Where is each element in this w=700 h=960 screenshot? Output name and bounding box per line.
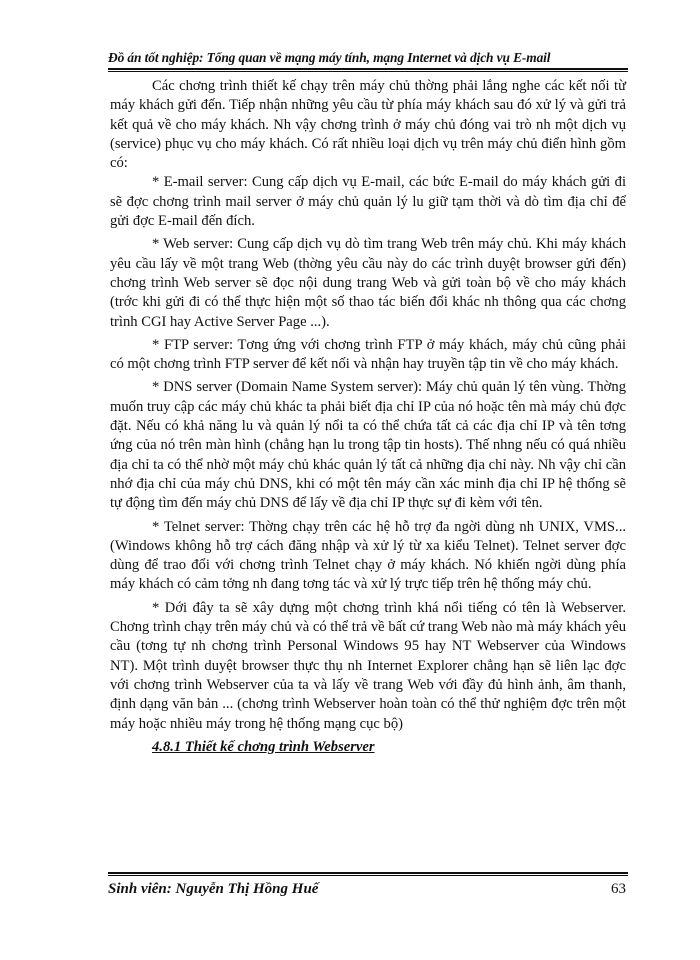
footer-author: Sinh viên: Nguyễn Thị Hồng Huế: [108, 881, 319, 897]
footer-rule: [108, 872, 628, 874]
page-header: Đồ án tốt nghiệp: Tổng quan về mạng máy tính, mạng Internet và dịch vụ E-mail: [108, 50, 551, 65]
page-number: 63: [611, 881, 626, 897]
paragraph-email-server: * E-mail server: Cung cấp dịch vụ E-mail, các bức E-mail do máy khách gửi đi sẽ đợc chơng trình mail server ở máy chủ quản lý lu giữ tạm thời và dò tìm địa chỉ để gửi đợc E-mail đến đích.: [110, 174, 626, 230]
paragraph-webserver-intro: * Dới đây ta sẽ xây dựng một chơng trình khá nổi tiếng có tên là Webserver. Chơng trình chạy trên máy chủ và có thể trả về bất cứ trang Web nào mà máy khách yêu cầu (tơng tự nh chơng trình Personal Windows 95 hay NT Webserver của Windows NT). Một trình duyệt browser thực thụ nh Internet Explorer chẳng hạn sẽ liên lạc đợc với chơng trình Webserver của ta và lấy về trang Web với đầy đủ hình ảnh, âm thanh, định dạng văn bản ... (chơng trình Webserver hoàn toàn có thể thử nghiệm đợc trên một máy hoặc nhiều máy trong hệ thống mạng cục bộ): [110, 599, 626, 732]
footer-rule-thin: [108, 875, 628, 876]
paragraph-telnet-server: * Telnet server: Thờng chạy trên các hệ hỗ trợ đa ngời dùng nh UNIX, VMS... (Windows không hỗ trợ cách đăng nhập và xử lý từ xa kiểu Telnet). Telnet server đợc dùng để trao đổi với chơng trình Telnet chạy ở máy khách. Nó khiến ngời dùng phía máy khách có cảm tởng nh đang tơng tác và xử lý trực tiếp trên hệ thống máy chủ.: [110, 518, 626, 593]
body-text: [110, 77, 626, 757]
section-title: 4.8.1 Thiết kế chơng trình Webserver: [152, 738, 375, 755]
paragraph-dns-server: * DNS server (Domain Name System server): Máy chủ quản lý tên vùng. Thờng muốn truy cập các máy chủ khác ta phải biết địa chỉ IP của nó hoặc tên mà máy chủ đợc đặt. Nếu có khả năng lu và quản lý nổi ta có thể chứa tất cả các địa chỉ IP và tên tơng ứng của nó trên màn hình (chẳng hạn lu trong tập tin hosts). Thế nhng nếu có quá nhiều địa chỉ ta có thể nhờ một máy chủ khác quản lý tất cả những địa chỉ này. Nh vậy chỉ cần nhớ địa chỉ của máy chủ DNS, khi có một tên máy cần xác minh địa chỉ IP hệ thống sẽ tự động tìm đến máy chủ DNS để lấy về địa chỉ IP thực sự đi kèm với tên.: [110, 379, 626, 512]
paragraph-web-server: * Web server: Cung cấp dịch vụ dò tìm trang Web trên máy chủ. Khi máy khách yêu cầu lấy về một trang Web (thờng yêu cầu này do các trình duyệt browser gửi đến) chơng trình Web server sẽ đọc nội dung trang Web và gửi toàn bộ về cho máy khách (trớc khi gửi đi có thể thực hiện một số thao tác biến đổi khác nh thông qua các chơng trình CGI hay Active Server Page ...).: [110, 236, 626, 330]
paragraph-intro: Các chơng trình thiết kế chạy trên máy chủ thờng phải lắng nghe các kết nối từ máy khách gửi đến. Tiếp nhận những yêu cầu từ phía máy khách sau đó xử lý và gửi trả kết quả về cho máy khách. Nh vậy chơng trình ở máy chủ đóng vai trò nh một dịch vụ (service) phục vụ cho máy khách. Có rất nhiều loại dịch vụ trên máy chủ điển hình gồm có:: [110, 78, 626, 172]
header-rule-thin: [108, 71, 628, 72]
paragraph-ftp-server: * FTP server: Tơng ứng với chơng trình FTP ở máy khách, máy chủ cũng phải có một chơng trình FTP server để kết nối và nhận hay truyền tập tin về cho máy khách.: [110, 336, 626, 373]
header-rule: [108, 68, 628, 70]
